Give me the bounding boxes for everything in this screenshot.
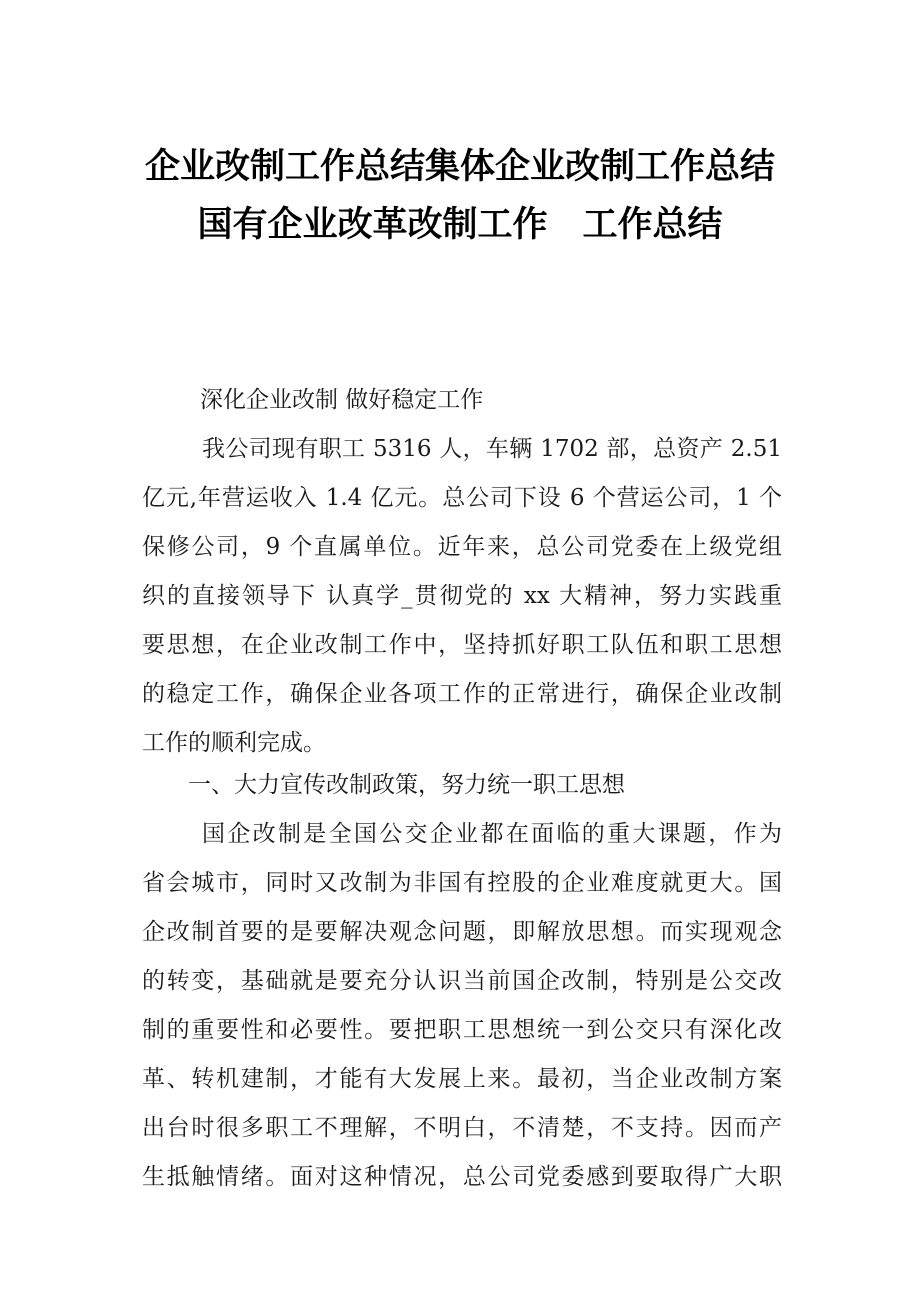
paragraph-intro [142,425,782,768]
paragraph-line: 工作的顺利完成。 [142,730,326,756]
paragraph-line: 国企改制是全国公交企业都在面临的重大课题，作为 [202,821,782,847]
paragraph-line: 省会城市，同时又改制为非国有控股的企业难度就更大。国 [142,870,782,896]
section-heading-1: 一、大力宣传改制政策，努力统一职工思想 [188,772,625,798]
section-subtitle: 深化企业改制 做好稳定工作 [200,387,484,413]
paragraph-section-1 [142,810,782,1202]
paragraph-line: 的转变，基础就是要充分认识当前国企改制，特别是公交改 [142,968,782,994]
paragraph-line: 的稳定工作，确保企业各项工作的正常进行，确保企业改制 [142,681,782,707]
paragraph-line: 织的直接领导下 认真学_贯彻党的 xx 大精神，努力实践重 [142,583,782,609]
paragraph-line: 企改制首要的是要解决观念问题，即解放思想。而实现观念 [142,919,782,945]
paragraph-line: 我公司现有职工 5316 人，车辆 1702 部，总资产 2.51 [202,436,782,462]
document-title-line-2: 国有企业改革改制工作 工作总结 [197,205,723,245]
document-title-line-1: 企业改制工作总结集体企业改制工作总结 [144,147,775,187]
paragraph-line: 亿元,年营运收入 1.4 亿元。总公司下设 6 个营运公司，1 个 [142,485,782,511]
paragraph-line: 保修公司，9 个直属单位。近年来，总公司党委在上级党组 [142,534,782,560]
paragraph-line: 制的重要性和必要性。要把职工思想统一到公交只有深化改 [142,1017,782,1043]
paragraph-line: 生抵触情绪。面对这种情况，总公司党委感到要取得广大职 [142,1164,782,1190]
paragraph-line: 革、转机建制，才能有大发展上来。最初，当企业改制方案 [142,1066,782,1092]
paragraph-line: 出台时很多职工不理解，不明白，不清楚，不支持。因而产 [142,1115,782,1141]
paragraph-line: 要思想，在企业改制工作中，坚持抓好职工队伍和职工思想 [142,632,782,658]
